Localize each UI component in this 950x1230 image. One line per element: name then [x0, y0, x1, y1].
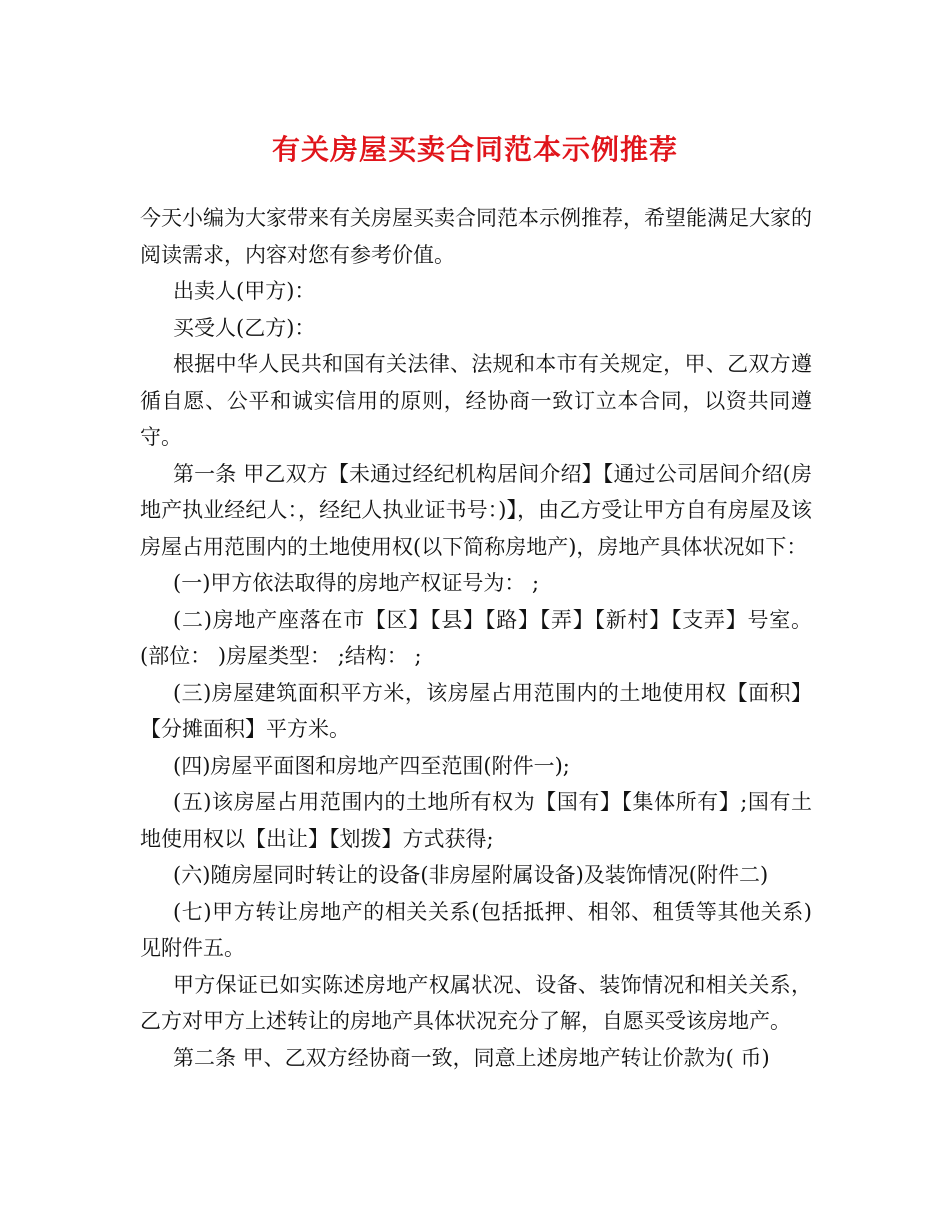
article-1-paragraph: 第一条 甲乙双方【未通过经纪机构居间介绍】【通过公司居间介绍(房地产执业经纪人：，经纪人执业证书号：)】，由乙方受让甲方自有房屋及该房屋占用范围内的土地使用权(以下简称房地产)，房地产具体状况如下： [140, 461, 812, 559]
seller-line: 出卖人(甲方)： [173, 279, 316, 303]
clause-4-item: (四)房屋平面图和房地产四至范围(附件一); [173, 753, 570, 778]
document-body [140, 200, 812, 1076]
clause-6-item: (六)随房屋同时转让的设备(非房屋附属设备)及装饰情况(附件二) [173, 863, 769, 887]
preamble-paragraph: 根据中华人民共和国有关法律、法规和本市有关规定，甲、乙双方遵循自愿、公平和诚实信用的原则，经协商一致订立本合同，以资共同遵守。 [140, 352, 812, 449]
clause-7-item: (七)甲方转让房地产的相关关系(包括抵押、相邻、租赁等其他关系)见附件五。 [140, 899, 812, 960]
clause-3-item: (三)房屋建筑面积平方米，该房屋占用范围内的土地使用权【面积】【分摊面积】平方米。 [140, 680, 812, 741]
clause-1-item: (一)甲方依法取得的房地产权证号为： ; [173, 571, 540, 595]
clause-2-item: (二)房地产座落在市【区】【县】【路】【弄】【新村】【支弄】号室。(部位： )房屋类型： ;结构： ; [140, 607, 812, 668]
clause-5-item: (五)该房屋占用范围内的土地所有权为【国有】【集体所有】;国有土地使用权以【出让】【划拨】方式获得; [140, 790, 812, 851]
document-title: 有关房屋买卖合同范本示例推荐 [271, 133, 678, 166]
buyer-line: 买受人(乙方)： [173, 315, 316, 340]
intro-paragraph: 今天小编为大家带来有关房屋买卖合同范本示例推荐，希望能满足大家的阅读需求，内容对您有参考价值。 [140, 206, 812, 267]
guarantee-paragraph: 甲方保证已如实陈述房地产权属状况、设备、装饰情况和相关关系，乙方对甲方上述转让的房地产具体状况充分了解，自愿买受该房地产。 [140, 972, 812, 1033]
article-2-paragraph: 第二条 甲、乙双方经协商一致，同意上述房地产转让价款为( 币) [173, 1045, 770, 1070]
